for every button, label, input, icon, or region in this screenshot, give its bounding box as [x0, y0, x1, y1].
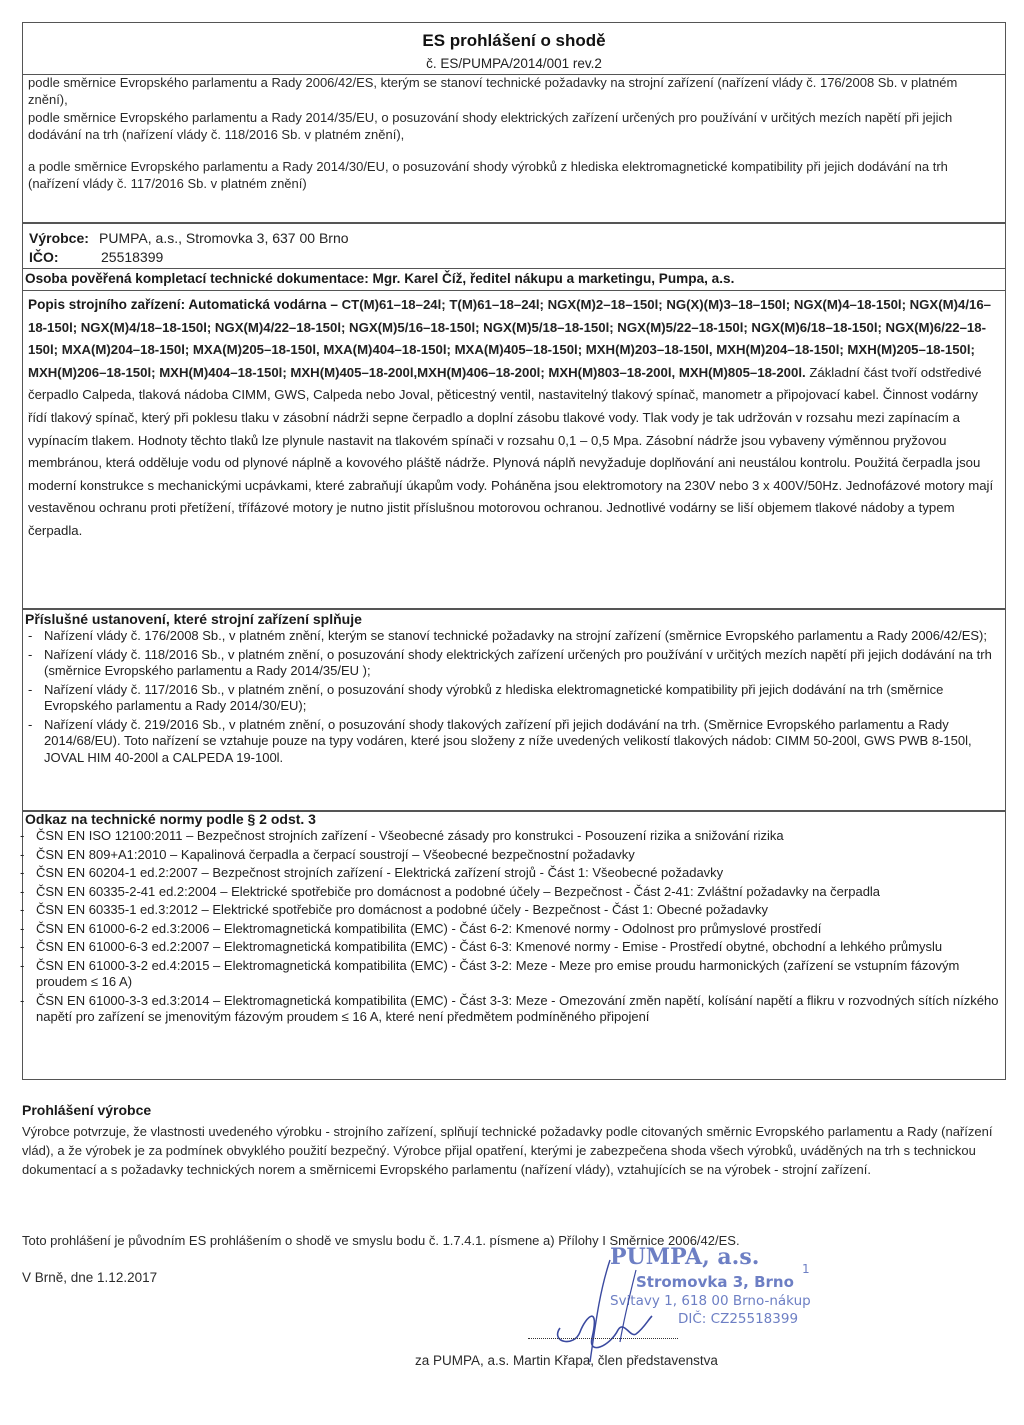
manufacturer-label: Výrobce: — [29, 230, 89, 246]
ico-label: IČO: — [29, 249, 59, 265]
list-item: - ČSN EN ISO 12100:2011 – Bezpečnost strojních zařízení - Všeobecné zásady pro konstrukci - Posouzení rizika a snižování rizika — [20, 828, 784, 843]
place-date: V Brně, dne 1.12.2017 — [22, 1270, 158, 1285]
product-description-text: Základní část tvoří odstředivé čerpadlo Calpeda, tlaková nádoba CIMM, GWS, Calpeda nebo Joval, pěticestný ventil, nastavitelný tlakový spínač, manometr a připojovací kabel. Činnost vodárny řídí tlakový spínač, který při poklesu tlaku v zásobní nádrži sepne čerpadlo a doplní zásobu tlakové vody. Tlak vody je tak udržován v rozsahu mezi zapínacím a vypínacím tlakem. Hodnoty těchto tlaků lze plynule nastavit na tlakovém spínači v rozsahu 0,1 – 0,5 Mpa. Zásobní nádrže jsou vybaveny výměnnou pryžovou membránou, která odděluje vodu od plynové náplně a kovového pláště nádrže. Plynová náplň nevyžaduje doplňování ani neustálou kontrolu. Použitá čerpadla jsou moderní konstrukce s mechanickými ucpávkami, které zabraňují úkapům vody. Poháněna jsou elektromotory na 230V nebo 3 x 400V/50Hz. Jednofázové motory mají vestavěnou ochranu proti přetížení, třífázové motory je nutno jistit příslušnou motorovou ochranou. Jednotlivé vodárny se liší objemem tlakové nádoby a typem čerpadla. — [28, 364, 994, 538]
responsible-person: Osoba pověřená kompletací technické dokumentace: Mgr. Karel Číž, ředitel nákupu a marketingu, Pumpa, a.s. — [25, 271, 735, 286]
document-number: č. ES/PUMPA/2014/001 rev.2 — [426, 56, 602, 71]
signatory: za PUMPA, a.s. Martin Křapa, člen představenstva — [415, 1353, 718, 1368]
product-models: CT(M)61–18–24l; T(M)61–18–24l; NGX(M)2–18–150l; NG(X)(M)3–18–150l; NGX(M)4–18-150l; NGX(M)4/16–18-150l; NGX(M)4/18–18-150l; NGX(M)4/22–18-150l; NGX(M)5/16–18-150l; NGX(M)5/18–18-150l; NGX(M)5/22–18-150l; NGX(M)6/18–18-150l; NGX(M)6/22–18-150l; MXA(M)204–18-150l; MXA(M)205–18-150l, MXA(M)404–18-150l; MXA(M)405–18-150l; MXH(M)203–18-150l, MXH(M)204–18-150l; MXH(M)205–18-150l; MXH(M)206–18-150l; MXH(M)404–18-150l; MXH(M)405–18-200l,MXH(M)406–18-200l; MXH(M)803–18-200l, MXH(M)805–18-200l. — [28, 297, 991, 380]
list-item: - Nařízení vlády č. 219/2016 Sb., v platném znění, o posuzování shody tlakových zařízení při jejich dodávání na trh. (Směrnice Evropského parlamentu a Rady 2014/68/EU). Toto nařízení se vztahuje pouze na typy vodáren, které jsou složeny z níže uvedených velikostí tlakových nádob: CIMM 50-200l, GWS PWB 8-150l, JOVAL HIM 40-200l a CALPEDA 19-100l. — [28, 716, 972, 765]
signature-line — [528, 1338, 678, 1339]
stamp-address: Svitavy 1, 618 00 Brno-nákup — [610, 1293, 811, 1309]
list-item: - Nařízení vlády č. 176/2008 Sb., v platném znění, kterým se stanoví technické požadavky na strojní zařízení (směrnice Evropského parlamentu a Rady 2006/42/ES); — [28, 628, 987, 643]
intro-paragraph-3: a podle směrnice Evropského parlamentu a Rady 2014/30/EU, o posuzování shody výrobků z hlediska elektromagnetické kompatibility při jejich dodávání na trh (nařízení vlády č. 117/2016 Sb. v platném znění) — [28, 159, 948, 191]
manufacturer-value: PUMPA, a.s., Stromovka 3, 637 00 Brno — [99, 230, 349, 246]
list-item: - ČSN EN 61000-6-3 ed.2:2007 – Elektromagnetická kompatibilita (EMC) - Část 6-3: Kmenové normy - Emise - Prostředí obytné, obchodní a lehkého průmyslu — [20, 939, 943, 954]
stamp-dic: DIČ: CZ25518399 — [678, 1311, 799, 1327]
intro-paragraph-2: podle směrnice Evropského parlamentu a Rady 2014/35/EU, o posuzování shody elektrických zařízení určených pro používání v určitých mezích napětí při jejich dodávání na trh (nařízení vlády č. 118/2016 Sb. v platném znění), — [28, 110, 953, 142]
provisions-list — [24, 628, 998, 768]
list-item: - ČSN EN 61000-3-3 ed.3:2014 – Elektromagnetická kompatibilita (EMC) - Část 3-3: Meze - Omezování změn napětí, kolísání napětí a flikru v rozvodných sítích nízkého napětí pro zařízení se jmenovitým fázovým proudem ≤ 16 A, které není předmětem podmíněného připojení — [20, 992, 999, 1024]
declaration-title: Prohlášení výrobce — [22, 1102, 152, 1118]
manufacturer-divider-1 — [23, 268, 1005, 269]
stamp-number: 1 — [802, 1262, 810, 1276]
norms-title: Odkaz na technické normy podle § 2 odst. 3 — [25, 811, 316, 827]
original-declaration-note: Toto prohlášení je původním ES prohlášením o shodě ve smyslu bodu č. 1.7.4.1. písmene a) Přílohy I Směrnice 2006/42/ES. — [22, 1233, 740, 1248]
list-item: - ČSN EN 60335-2-41 ed.2:2004 – Elektrické spotřebiče pro domácnost a podobné účely – Bezpečnost - Část 2-41: Zvláštní požadavky na čerpadla — [20, 883, 881, 899]
list-item: - ČSN EN 809+A1:2010 – Kapalinová čerpadla a čerpací soustrojí – Všeobecné bezpečnostní požadavky — [20, 846, 635, 862]
signature-image — [540, 1250, 690, 1370]
manufacturer-divider-2 — [23, 290, 1005, 291]
header-box — [22, 22, 1006, 224]
stamp-company-name: PUMPA, a.s. — [610, 1244, 760, 1270]
stamp-street: Stromovka 3, Brno — [636, 1273, 794, 1291]
list-item: - Nařízení vlády č. 118/2016 Sb., v platném znění, o posuzování shody elektrických zařízení určených pro používání v určitých mezích napětí při jejich dodávání na trh (směrnice Evropského parlamentu a Rady 2014/35/EU ); — [28, 646, 992, 678]
list-item: - ČSN EN 60335-1 ed.3:2012 – Elektrické spotřebiče pro domácnost a podobné účely - Bezpečnost - Část 1: Obecné požadavky — [20, 902, 769, 917]
ico-value: 25518399 — [101, 249, 164, 265]
list-item: - Nařízení vlády č. 117/2016 Sb., v platném znění, o posuzování shody výrobků z hlediska elektromagnetické kompatibility při jejich dodávání na trh (směrnice Evropského parlamentu a Rady 2014/30/EU); — [28, 681, 944, 713]
document-title: ES prohlášení o shodě — [422, 31, 606, 50]
intro-paragraph-1: podle směrnice Evropského parlamentu a Rady 2006/42/ES, kterým se stanoví technické požadavky na strojní zařízení (nařízení vlády č. 176/2008 Sb. v platném znění), — [28, 75, 958, 107]
list-item: - ČSN EN 60204-1 ed.2:2007 – Bezpečnost strojních zařízení - Elektrická zařízení strojů - Část 1: Všeobecné požadavky — [20, 865, 724, 880]
provisions-title: Příslušné ustanovení, které strojní zařízení splňuje — [25, 611, 362, 627]
product-description — [28, 294, 994, 543]
list-item: - ČSN EN 61000-6-2 ed.3:2006 – Elektromagnetická kompatibilita (EMC) - Část 6-2: Kmenové normy - Odolnost pro průmyslové prostředí — [20, 920, 822, 936]
list-item: - ČSN EN 61000-3-2 ed.4:2015 – Elektromagnetická kompatibilita (EMC) - Část 3-2: Meze - Meze pro emise proudu harmonických (zařízení se vstupním fázovým proudem ≤ 16 A) — [20, 957, 960, 989]
norms-list — [16, 828, 1000, 1028]
declaration-text: Výrobce potvrzuje, že vlastnosti uvedeného výrobku - strojního zařízení, splňují technické požadavky podle citovaných směrnic Evropského parlamentu a Rady (nařízení vlád), a že výrobek je za podmínek obvyklého použití bezpečný. Výrobce přijal opatření, kterými je zabezpečena shoda všech výrobků, uváděných na trh s technickou dokumentací a s požadavky technických norem a směrnicemi Evropského parlamentu (nařízení vlády), vztahujících se na výrobek - strojní zařízení. — [22, 1124, 993, 1177]
product-description-label: Popis strojního zařízení: Automatická vodárna – — [28, 297, 338, 312]
